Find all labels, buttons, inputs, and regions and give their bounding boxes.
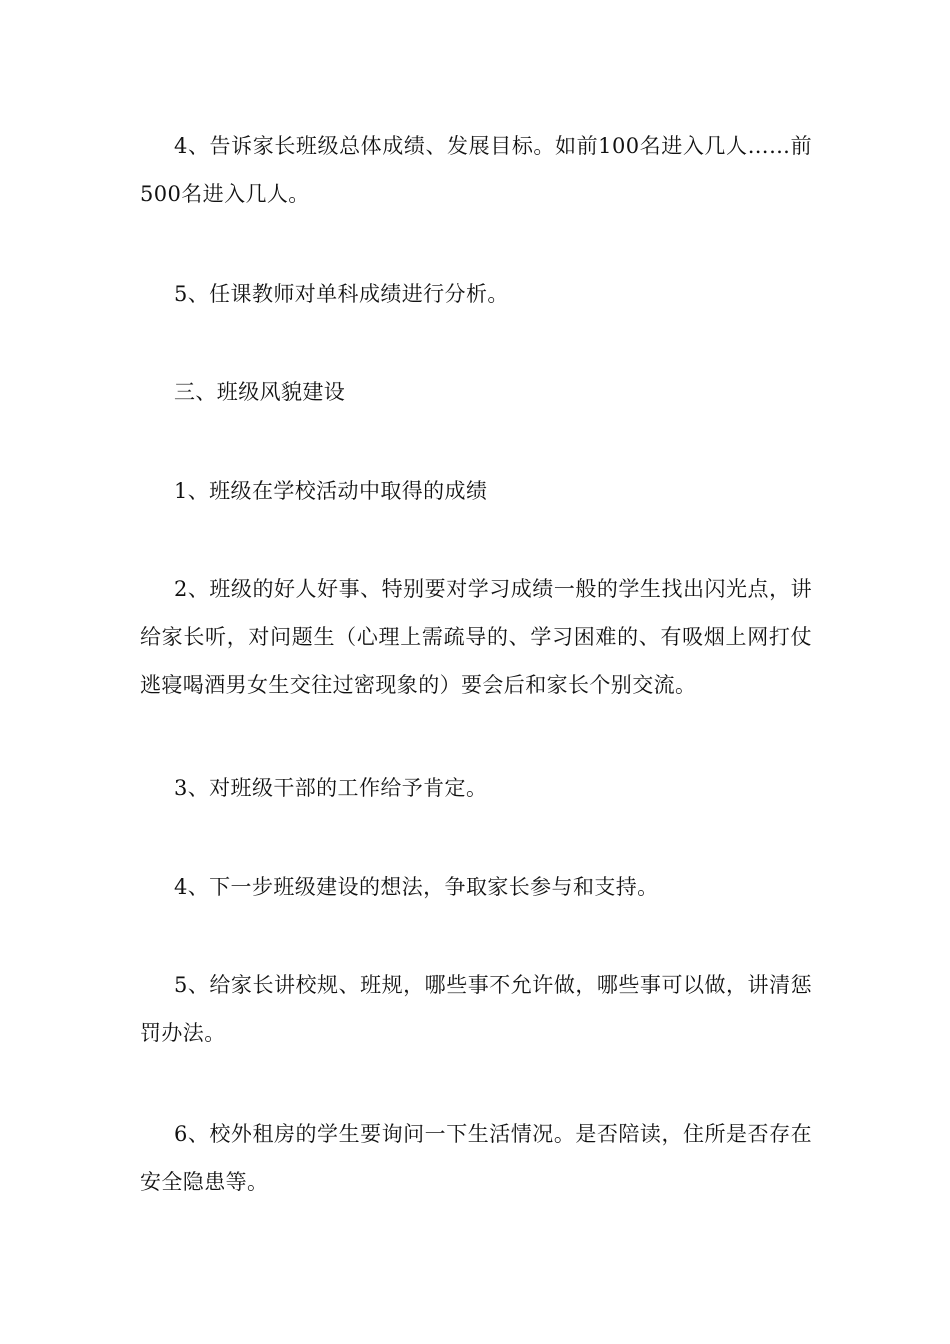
paragraph-off-campus-housing: 6、校外租房的学生要询问一下生活情况。是否陪读，住所是否存在安全隐患等。 <box>140 1122 812 1194</box>
section-heading-class-style: 三、班级风貌建设 <box>174 380 346 404</box>
paragraph-good-deeds: 2、班级的好人好事、特别要对学习成绩一般的学生找出闪光点，讲给家长听，对问题生（心理上需疏导的、学习困难的、有吸烟上网打仗逃寝喝酒男女生交往过密现象的）要会后和家长个别交流。 <box>140 577 812 697</box>
paragraph-subject-analysis: 5、任课教师对单科成绩进行分析。 <box>174 282 509 306</box>
paragraph-class-scores: 4、告诉家长班级总体成绩、发展目标。如前100名进入几人……前500名进入几人。 <box>140 134 812 206</box>
paragraph-class-cadres: 3、对班级干部的工作给予肯定。 <box>174 776 488 800</box>
paragraph-school-rules: 5、给家长讲校规、班规，哪些事不允许做，哪些事可以做，讲清惩罚办法。 <box>140 973 812 1045</box>
paragraph-school-activities: 1、班级在学校活动中取得的成绩 <box>174 479 488 503</box>
paragraph-next-steps: 4、下一步班级建设的想法，争取家长参与和支持。 <box>174 875 659 899</box>
